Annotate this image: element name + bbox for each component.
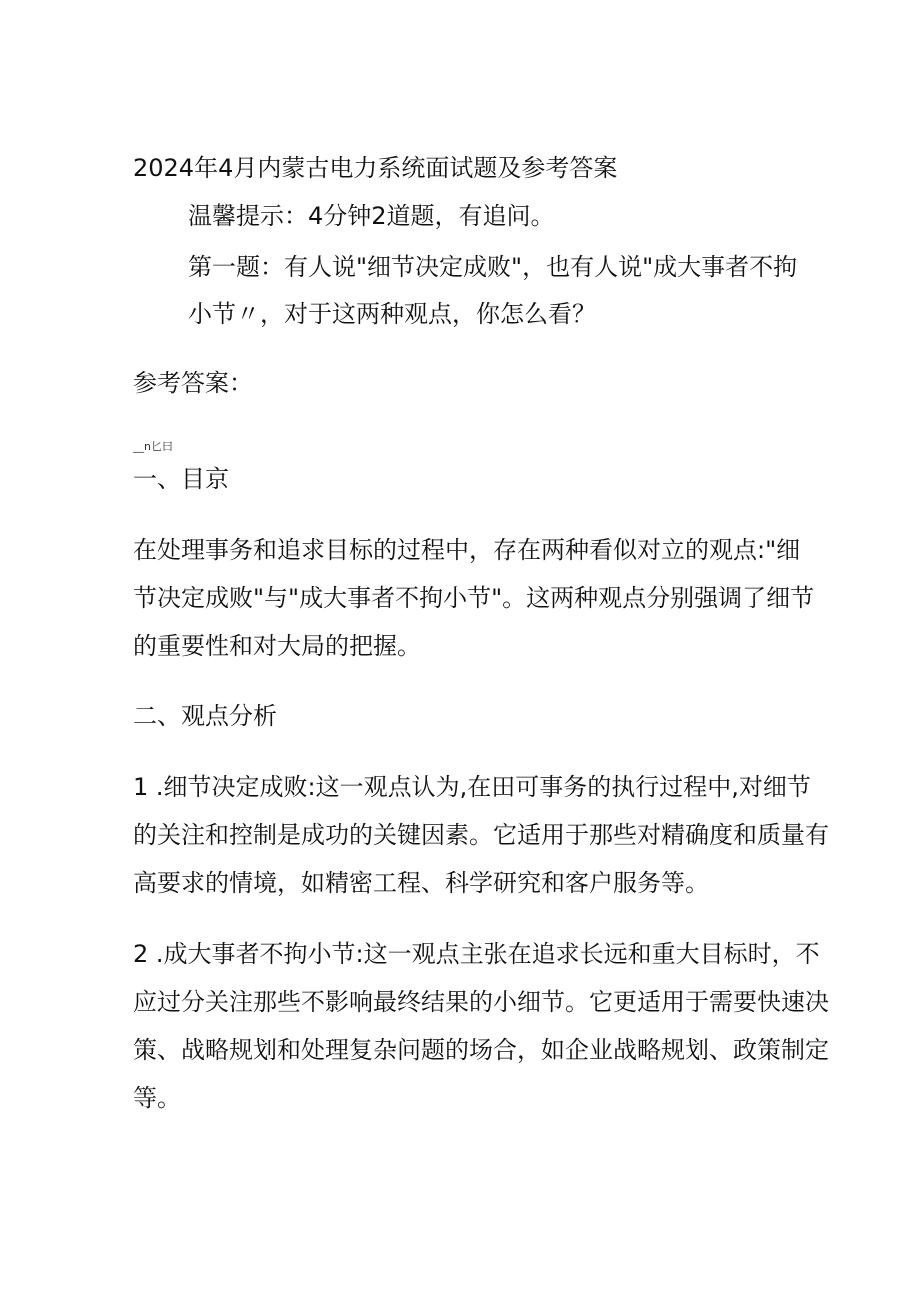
paragraph-1-line-3: 的重要性和对大局的把握。 [133, 632, 421, 660]
item-2-line-3: 策、战略规划和处理复杂问题的场合，如企业战略规划、政策制定 [133, 1036, 829, 1064]
item-1-line-1: 1 .细节决定成败:这一观点认为,在田可事务的执行过程中,对细节 [133, 773, 811, 801]
paragraph-1-line-2: 节决定成败"与"成大事者不拘小节"。这两种观点分别强调了细节 [133, 584, 815, 612]
item-1-line-3: 高要求的情境，如精密工程、科学研究和客户服务等。 [133, 869, 709, 897]
paragraph-1-line-1: 在处理事务和追求目标的过程中，存在两种看似对立的观点:"细 [133, 536, 801, 564]
question-1-line-2: 小节〃，对于这两种观点，你怎么看？ [188, 300, 596, 328]
item-2-line-2: 应过分关注那些不影响最终结果的小细节。它更适用于需要快速决 [133, 988, 829, 1016]
item-2-line-4: 等。 [133, 1084, 181, 1112]
question-1-line-1: 第一题：有人说"细节决定成败"，也有人说"成大事者不拘 [188, 253, 798, 281]
small-mark: __n匕曰 [133, 440, 173, 453]
item-2-line-1: 2 .成大事者不拘小节:这一观点主张在追求长远和重大目标时，不 [133, 940, 820, 968]
section-1-heading: 一、目京 [133, 465, 229, 493]
document-title: 2024年4月内蒙古电力系统面试题及参考答案 [133, 154, 618, 182]
tip-text: 温馨提示：4分钟2道题，有追问。 [188, 202, 555, 230]
section-2-heading: 二、观点分析 [133, 702, 277, 730]
item-1-line-2: 的关注和控制是成功的关键因素。它适用于那些对精确度和质量有 [133, 821, 829, 849]
answer-label: 参考答案： [133, 369, 253, 397]
